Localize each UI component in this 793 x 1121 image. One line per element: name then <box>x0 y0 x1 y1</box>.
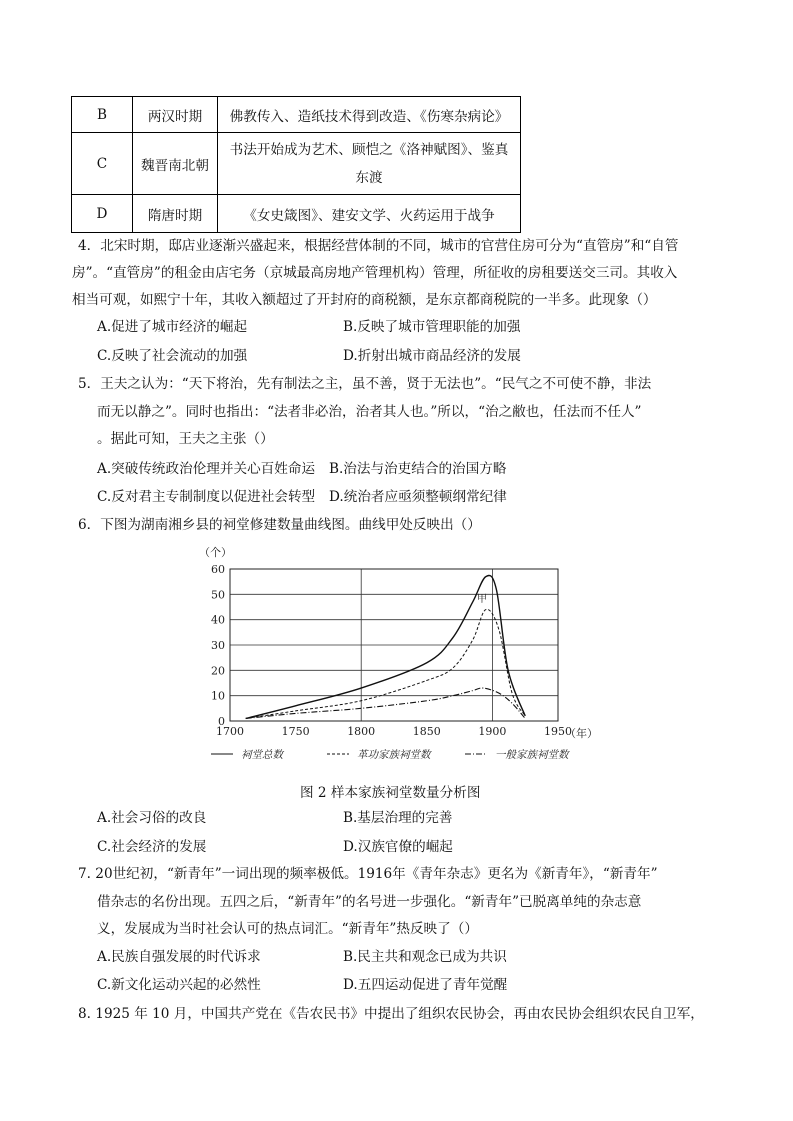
chart-annotation: 甲 <box>477 594 487 605</box>
y-tick-label: 60 <box>211 563 225 576</box>
chart-y-label: （个） <box>199 546 232 559</box>
question-4-option-d: D.折射出城市商品经济的发展 <box>343 348 521 364</box>
x-tick-label: 1700 <box>216 725 244 738</box>
question-7-line-3: 义，发展成为当时社会认可的热点词汇。“新青年”热反映了（） <box>97 921 478 937</box>
question-6-option-d: D.汉族官僚的崛起 <box>343 839 453 855</box>
table-cell-content: 佛教传入、造纸技术得到改造、《伤寒杂病论》 <box>218 97 521 133</box>
question-6-option-b: B.基层治理的完善 <box>343 810 453 826</box>
question-7-line-2: 借杂志的名份出现。五四之后，“新青年”的名号进一步强化。“新青年”已脱离单纯的杂志意 <box>97 894 642 910</box>
dynasty-table <box>71 96 521 233</box>
question-5-line-2: 而无以静之”。同时也指出：“法者非必治，治者其人也。”所以，“治之敝也，任法而不任人” <box>97 404 642 420</box>
ancestral-hall-chart <box>195 540 605 772</box>
question-7-option-d: D.五四运动促进了青年觉醒 <box>343 977 508 993</box>
series-line-3 <box>246 688 525 718</box>
x-tick-label: 1750 <box>281 725 310 738</box>
chart-caption: 图 2 样本家族祠堂数量分析图 <box>300 785 481 801</box>
y-tick-label: 40 <box>211 613 225 627</box>
question-4-line-2: 房”。“直管房”的租金由店宅务（京城最高房地产管理机构）管理，所征收的房租要送交三司。其收入 <box>72 265 678 281</box>
question-5-line-1: 5．王夫之认为：“天下将治，先有制法之主，虽不善，贤于无法也”。“民气之不可使不静，非法 <box>78 376 652 392</box>
question-4-option-a: A.促进了城市经济的崛起 <box>97 319 248 335</box>
chart-grid <box>230 569 558 721</box>
question-5-option-a: A.突破传统政治伦理并关心百姓命运 <box>97 461 316 477</box>
table-row <box>72 195 521 233</box>
y-tick-label: 20 <box>211 664 225 678</box>
question-4-line-1: 4．北宋时期，邸店业逐渐兴盛起来，根据经营体制的不同，城市的官营住房可分为“直管房”和“自管 <box>78 238 679 254</box>
question-4-option-b: B.反映了城市管理职能的加强 <box>343 319 521 335</box>
question-7-option-a: A.民族自强发展的时代诉求 <box>97 949 261 965</box>
question-7-option-b: B.民主共和观念已成为共识 <box>343 949 507 965</box>
y-tick-label: 0 <box>218 715 225 728</box>
question-7-option-c: C.新文化运动兴起的必然性 <box>97 977 261 993</box>
chart-x-label: （年） <box>565 727 598 740</box>
legend-label-2: 革功家族祠堂数 <box>357 749 431 761</box>
question-4-option-c: C.反映了社会流动的加强 <box>97 348 248 364</box>
question-6-line-1: 6．下图为湖南湘乡县的祠堂修建数量曲线图。曲线甲处反映出（） <box>78 517 481 533</box>
x-tick-label: 1950 <box>544 725 572 738</box>
table-cell-content: 《女史箴图》、建安文学、火药运用于战争 <box>218 195 521 233</box>
question-7-line-1: 7. 20世纪初，“新青年”一词出现的频率极低。1916年《青年杂志》更名为《新青年》，“新青年” <box>78 866 658 882</box>
x-tick-label: 1850 <box>412 725 441 738</box>
table-cell-period: 隋唐时期 <box>133 195 218 233</box>
series-line-2 <box>246 609 525 718</box>
question-6-option-a: A.社会习俗的改良 <box>97 810 207 826</box>
legend-label-3: 一般家族祠堂数 <box>495 749 569 761</box>
table-row <box>72 133 521 195</box>
chart-legend <box>211 749 570 761</box>
table-cell-letter: B <box>72 97 133 133</box>
x-tick-label: 1800 <box>347 725 376 738</box>
question-5-option-d: D.统治者应亟须整顿纲常纪律 <box>329 489 507 505</box>
question-8-line-1: 8. 1925 年 10 月，中国共产党在《告农民书》中提出了组织农民协会，再由农民协会组织农民自卫军， <box>78 1006 704 1022</box>
x-tick-label: 1900 <box>478 725 507 738</box>
table-cell-period: 两汉时期 <box>133 97 218 133</box>
question-6-option-c: C.社会经济的发展 <box>97 839 207 855</box>
y-tick-label: 50 <box>211 588 225 602</box>
chart-ticks <box>211 563 572 738</box>
question-4-line-3: 相当可观，如熙宁十年，其收入额超过了开封府的商税额，是东京都商税院的一半多。此现象（） <box>72 292 657 308</box>
y-tick-label: 30 <box>211 639 225 652</box>
question-5-option-b: B.治法与治吏结合的治国方略 <box>329 461 507 477</box>
table-cell-period: 魏晋南北朝 <box>133 133 218 195</box>
table-cell-content: 书法开始成为艺术、顾恺之《洛神赋图》、鉴真东渡 <box>218 133 521 195</box>
y-tick-label: 10 <box>211 689 225 703</box>
table-row <box>72 97 521 133</box>
table-cell-letter: C <box>72 133 133 195</box>
legend-label-1: 祠堂总数 <box>241 749 283 761</box>
question-5-option-c: C.反对君主专制制度以促进社会转型 <box>97 489 316 505</box>
question-5-line-3: 。据此可知，王夫之主张（） <box>97 431 274 447</box>
table-cell-letter: D <box>72 195 133 233</box>
